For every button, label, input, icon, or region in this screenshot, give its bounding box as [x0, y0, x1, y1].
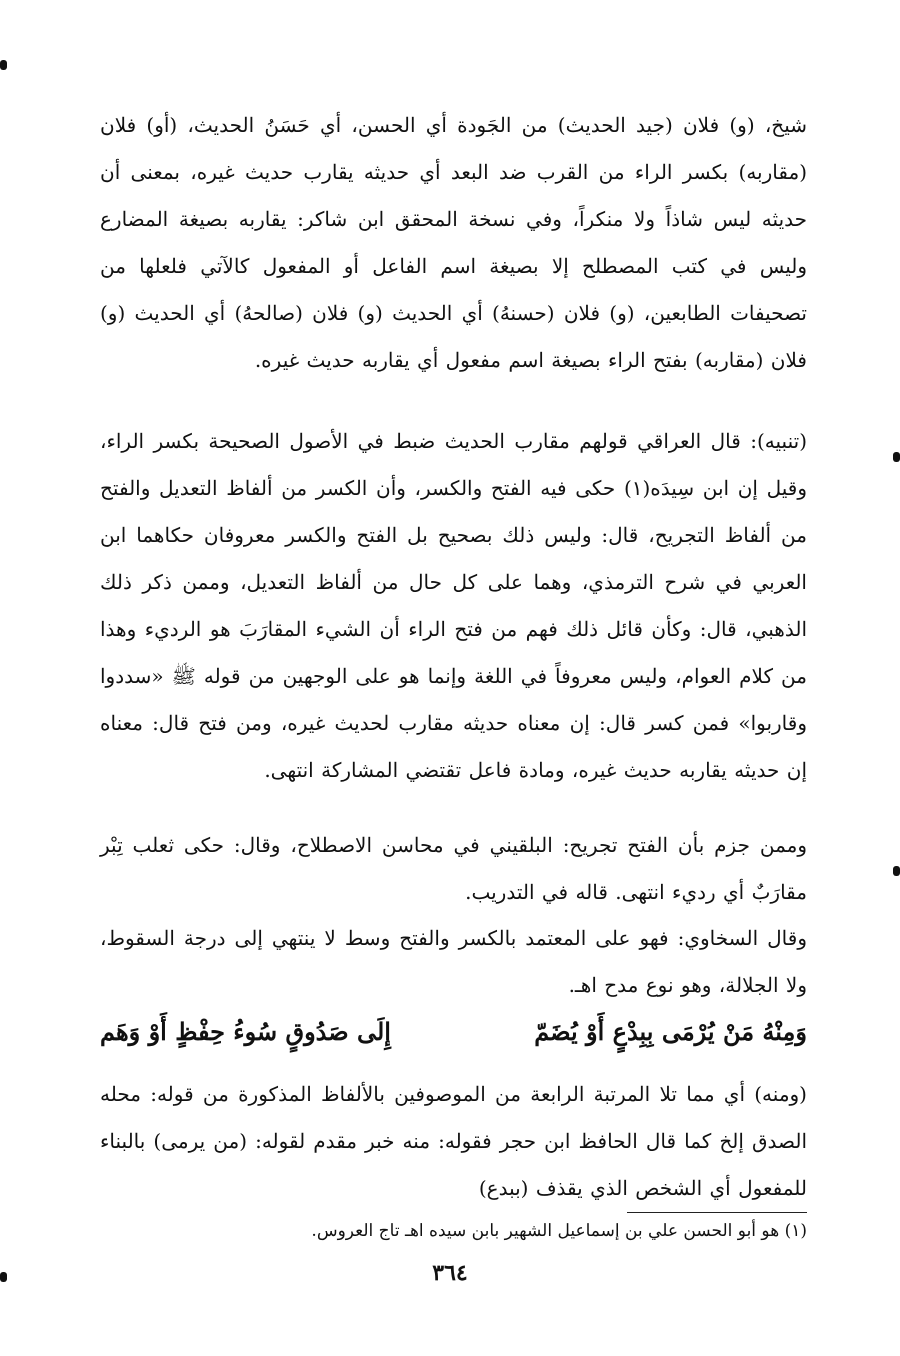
paragraph-bulqini: وممن جزم بأن الفتح تجريح: البلقيني في محاسن الاصطلاح، وقال: حكى ثعلب تِبْر مقارَبٌ أي رديء انتهى. قاله في التدريب. [100, 833, 807, 904]
verse-second-hemistich: إِلَى صَدُوقٍ سُوءُ حِفْظٍ أَوْ وَهَم [100, 1017, 391, 1046]
verse-first-hemistich: وَمِنْهُ مَنْ يُرْمَى بِبِدْعٍ أَوْ يُضَمّ [534, 1017, 807, 1046]
scan-edge-mark [893, 452, 900, 462]
scan-edge-mark [0, 60, 7, 70]
page-number: ٣٦٤ [432, 1260, 468, 1286]
paragraph-sakhawi: وقال السخاوي: فهو على المعتمد بالكسر والفتح وسط لا ينتهي إلى درجة السقوط، ولا الجلالة، وهو نوع مدح اهـ. [100, 926, 807, 997]
paragraph-tanbih-note: (تنبيه): قال العراقي قولهم مقارب الحديث ضبط في الأصول الصحيحة بكسر الراء، وقيل إن ابن سِيدَه(١) حكى فيه الفتح والكسر، وأن الكسر من ألفاظ التعديل والفتح من ألفاظ التجريح، قال: وليس ذلك بصحيح بل الفتح والكسر معروفان حكاهما ابن العربي في شرح الترمذي، وهما على كل حال من ألفاظ التعديل، وممن ذكر ذلك الذهبي، قال: وكأن قائل ذلك فهم من فتح الراء أن الشيء المقارَبَ هو الرديء وهذا من كلام العوام، وليس معروفاً في اللغة وإنما هو على الوجهين من قوله ﷺ «سددوا وقاربوا» فمن كسر قال: إن معناه حديثه مقارب لحديث غيره، ومن فتح قال: معناه إن حديثه يقاربه حديث غيره، ومادة فاعل تقتضي المشاركة انتهى. [100, 429, 808, 782]
scan-edge-mark [893, 866, 900, 876]
poem-verse [100, 1008, 807, 1056]
paragraph-commentary: (ومنه) أي مما تلا المرتبة الرابعة من الموصوفين بالألفاظ المذكورة من قوله: محله الصدق إلخ كما قال الحافظ ابن حجر فقوله: منه خبر مقدم لقوله: (من يرمى) بالبناء للمفعول أي الشخص الذي يقذف (ببدع) [100, 1082, 807, 1200]
paragraph-hadith-terms: شيخ، (و) فلان (جيد الحديث) من الجَودة أي الحسن، أي حَسَنُ الحديث، (أو) فلان (مقاربه) بكسر الراء من القرب ضد البعد أي حديثه يقارب حديث غيره، بمعنى أن حديثه ليس شاذاً ولا منكراً، وفي نسخة المحقق ابن شاكر: يقاربه بصيغة المضارع وليس في كتب المصطلح إلا بصيغة اسم الفاعل أو المفعول كالآتي فلعلها من تصحيفات الطابعين، (و) فلان (حسنهُ) أي الحديث (و) فلان (صالحهُ) أي الحديث (و) فلان (مقاربه) بفتح الراء بصيغة اسم مفعول أي يقاربه حديث غيره. [100, 113, 807, 372]
footnote-divider [627, 1212, 807, 1213]
footnote: (١) هو أبو الحسن علي بن إسماعيل الشهير بابن سيده اهـ تاج العروس. [311, 1221, 807, 1241]
